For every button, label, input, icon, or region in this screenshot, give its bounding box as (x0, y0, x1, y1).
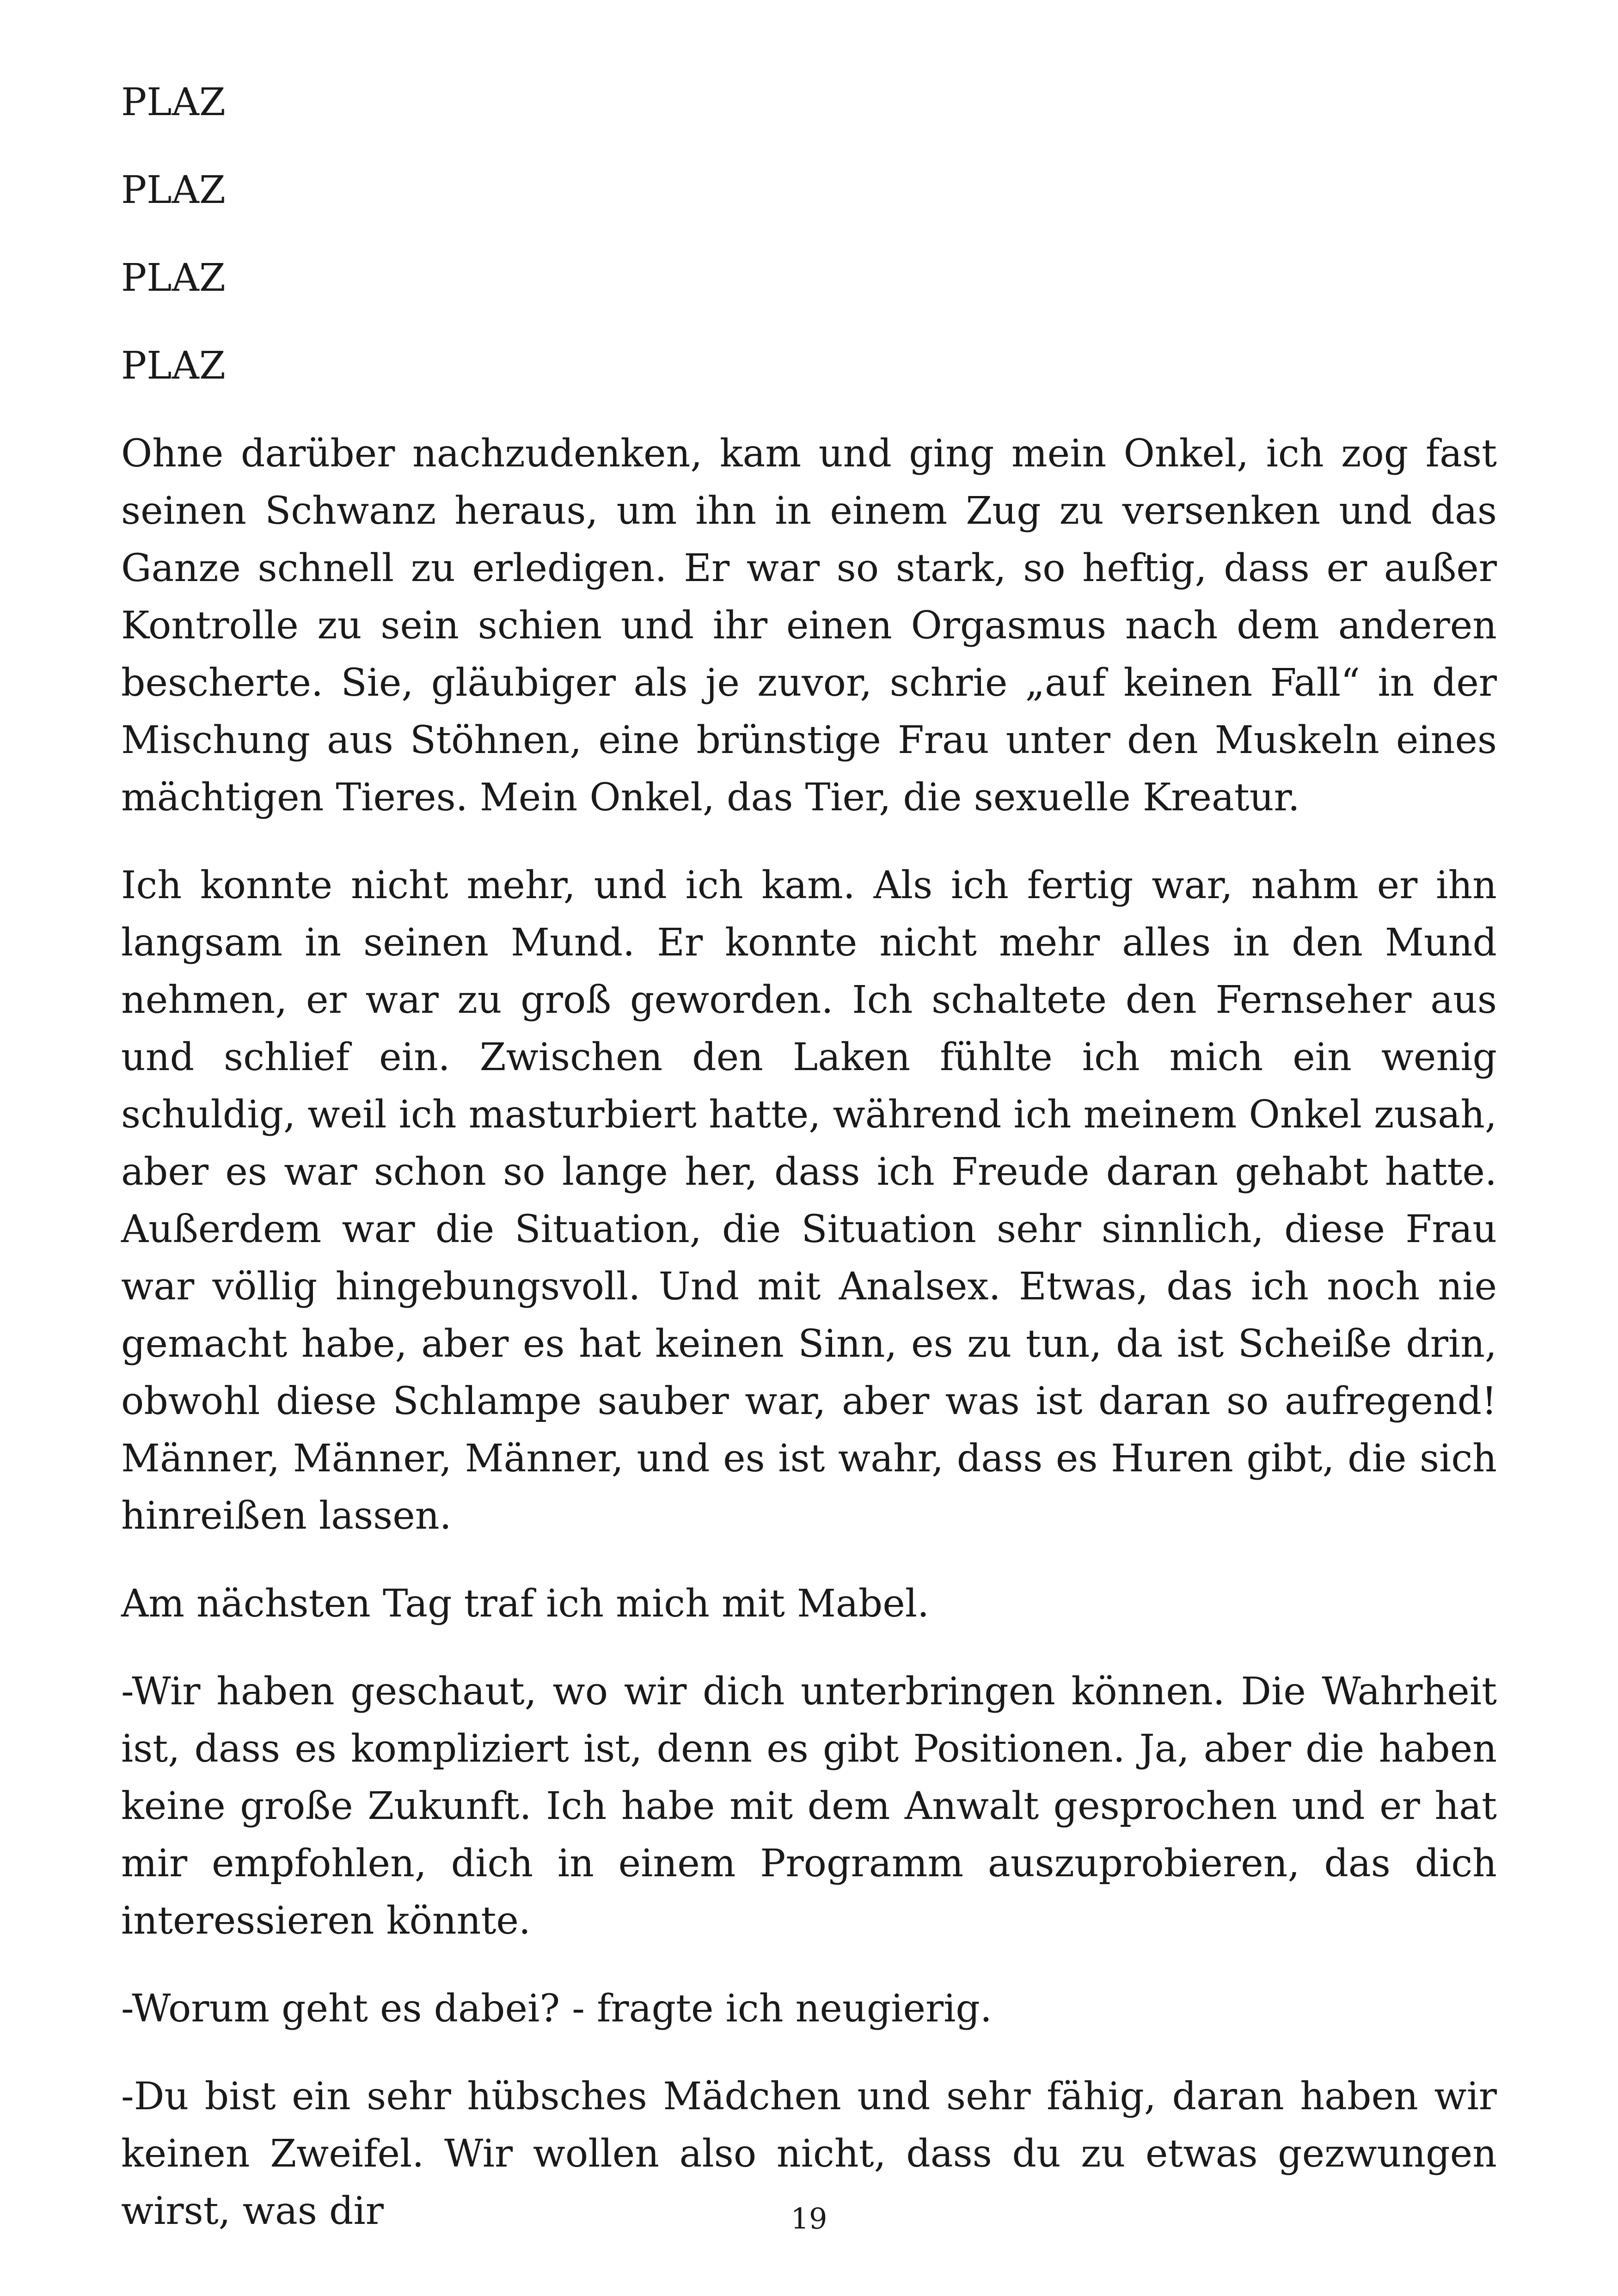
paragraph-4: -Wir haben geschaut, wo wir dich unterbringen können. Die Wahrheit ist, dass es kompliziert ist, denn es gibt Positionen. Ja, aber die haben keine große Zukunft. Ich habe mit dem Anwalt gesprochen und er hat mir empfohlen, dich in einem Programm auszuprobieren, das dich interessieren könnte. (121, 1670, 1497, 1943)
paragraph-3: Am nächsten Tag traf ich mich mit Mabel. (121, 1582, 930, 1626)
paragraph-5: -Worum geht es dabei? - fragte ich neugierig. (121, 1987, 992, 2031)
sound-line-2: PLAZ (121, 168, 226, 212)
body-text (121, 74, 1497, 2271)
paragraph-2: Ich konnte nicht mehr, und ich kam. Als ich fertig war, nahm er ihn langsam in seinen Mund. Er konnte nicht mehr alles in den Mund nehmen, er war zu groß geworden. Ich schaltete den Fernseher aus und schlief ein. Zwischen den Laken fühlte ich mich ein wenig schuldig, weil ich masturbiert hatte, während ich meinem Onkel zusah, aber es war schon so lange her, dass ich Freude daran gehabt hatte. Außerdem war die Situation, die Situation sehr sinnlich, diese Frau war völlig hingebungsvoll. Und mit Analsex. Etwas, das ich noch nie gemacht habe, aber es hat keinen Sinn, es zu tun, da ist Scheiße drin, obwohl diese Schlampe sauber war, aber was ist daran so aufregend! Männer, Männer, Männer, und es ist wahr, dass es Huren gibt, die sich hinreißen lassen. (121, 863, 1497, 1538)
page-number: 19 (791, 2202, 827, 2235)
sound-line-4: PLAZ (121, 344, 226, 388)
paragraph-1: Ohne darüber nachzudenken, kam und ging mein Onkel, ich zog fast seinen Schwanz heraus, um ihn in einem Zug zu versenken und das Ganze schnell zu erledigen. Er war so stark, so heftig, dass er außer Kontrolle zu sein schien und ihr einen Orgasmus nach dem anderen bescherte. Sie, gläubiger als je zuvor, schrie „auf keinen Fall“ in der Mischung aus Stöhnen, eine brünstige Frau unter den Muskeln eines mächtigen Tieres. Mein Onkel, das Tier, die sexuelle Kreatur. (121, 432, 1497, 820)
paragraph-6: -Du bist ein sehr hübsches Mädchen und sehr fähig, daran haben wir keinen Zweifel. Wir wollen also nicht, dass du zu etwas gezwungen wirst, was dir (121, 2075, 1497, 2233)
sound-line-3: PLAZ (121, 256, 226, 300)
sound-line-1: PLAZ (121, 80, 226, 124)
